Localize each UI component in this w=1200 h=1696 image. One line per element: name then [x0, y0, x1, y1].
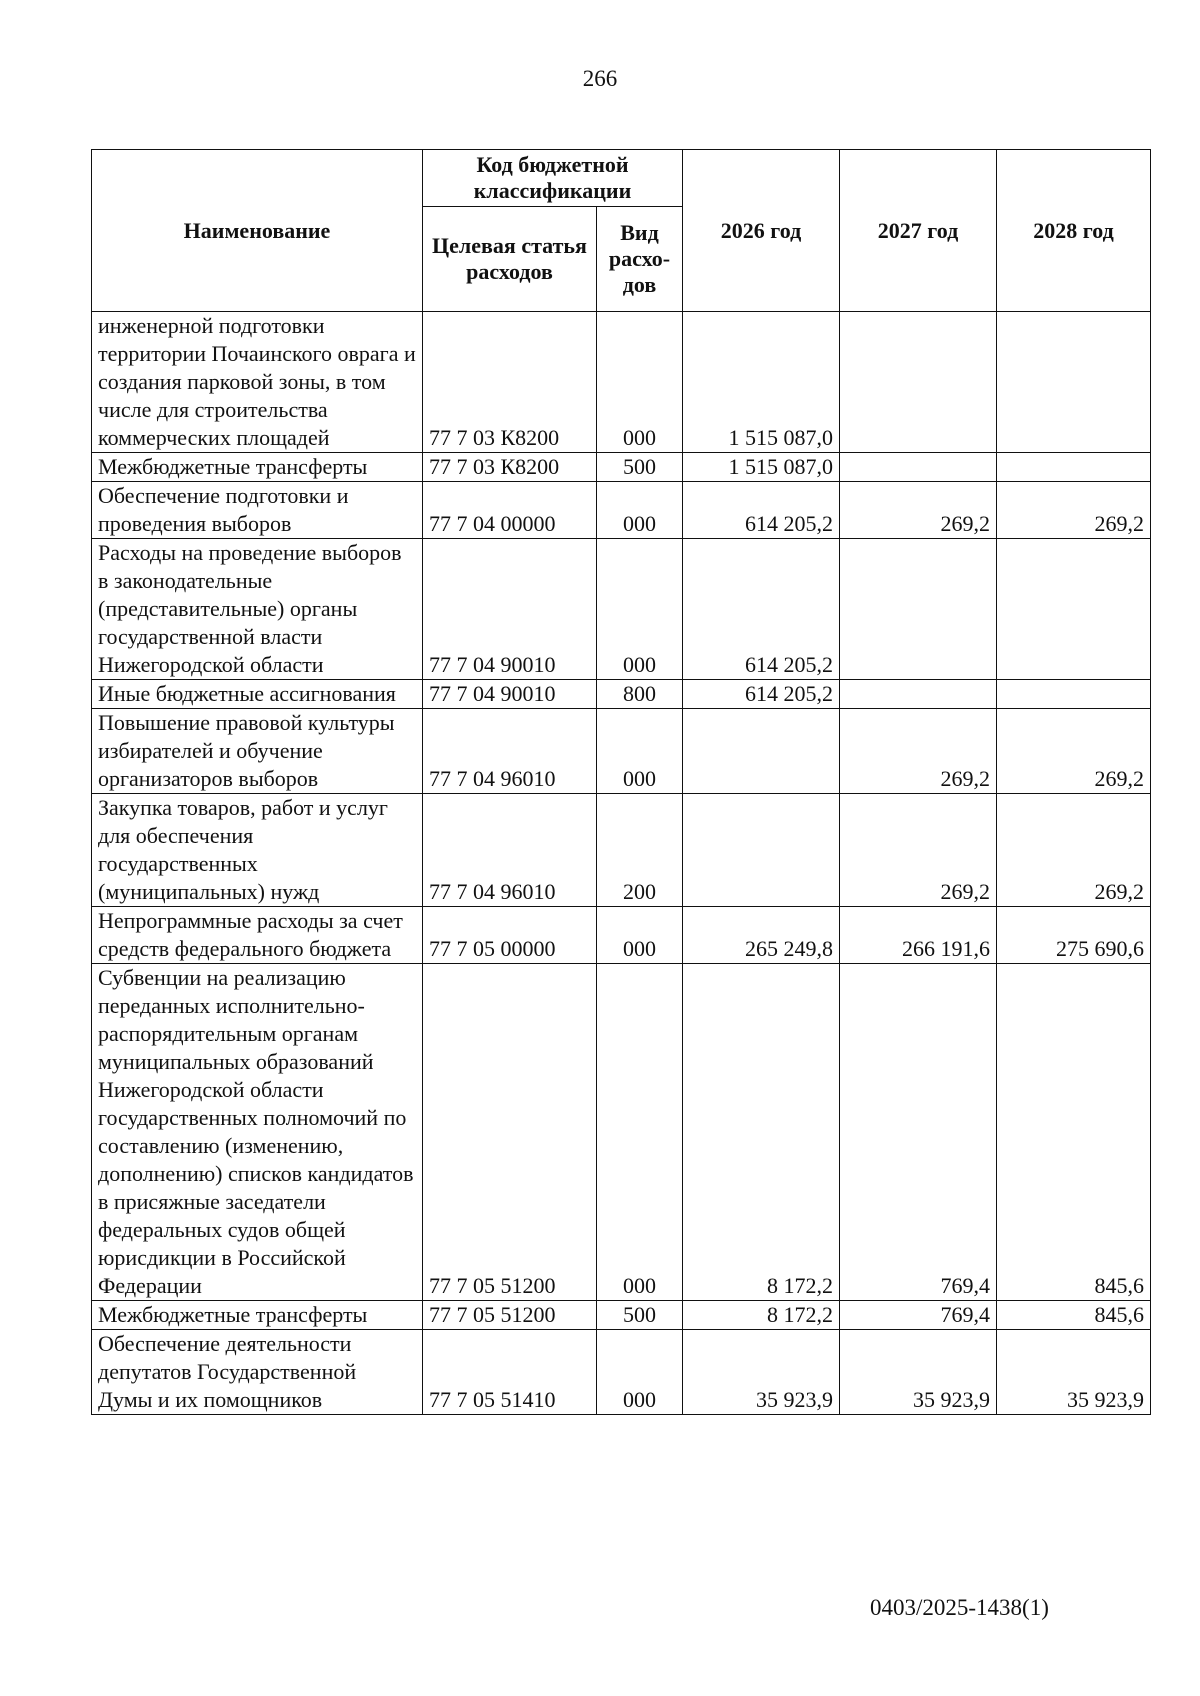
row-target-article: 77 7 04 96010 — [423, 794, 597, 907]
row-target-article: 77 7 05 51200 — [423, 1301, 597, 1330]
row-value-2026: 8 172,2 — [683, 1301, 840, 1330]
row-expense-type: 200 — [597, 794, 683, 907]
row-value-2026: 1 515 087,0 — [683, 312, 840, 453]
row-value-2028: 269,2 — [997, 794, 1151, 907]
row-name: Расходы на проведение выборов в законодательные (представительные) органы государственной власти Нижегородской области — [92, 539, 423, 680]
row-value-2028 — [997, 453, 1151, 482]
row-value-2027: 266 191,6 — [840, 907, 997, 964]
row-target-article: 77 7 05 51200 — [423, 964, 597, 1301]
row-value-2026 — [683, 709, 840, 794]
table-row — [92, 907, 1151, 964]
header-target-article: Целевая статья расходов — [423, 207, 597, 312]
row-value-2027: 269,2 — [840, 482, 997, 539]
row-name: Закупка товаров, работ и услуг для обеспечения государственных (муниципальных) нужд — [92, 794, 423, 907]
row-value-2027: 269,2 — [840, 709, 997, 794]
row-expense-type: 800 — [597, 680, 683, 709]
row-name: Непрограммные расходы за счет средств федерального бюджета — [92, 907, 423, 964]
row-value-2027: 35 923,9 — [840, 1330, 997, 1415]
row-value-2028 — [997, 312, 1151, 453]
row-expense-type: 000 — [597, 482, 683, 539]
row-expense-type: 500 — [597, 453, 683, 482]
row-expense-type: 000 — [597, 964, 683, 1301]
row-value-2027: 269,2 — [840, 794, 997, 907]
row-target-article: 77 7 04 96010 — [423, 709, 597, 794]
row-name: Обеспечение подготовки и проведения выборов — [92, 482, 423, 539]
table-body — [92, 312, 1151, 1415]
row-value-2026: 614 205,2 — [683, 680, 840, 709]
row-target-article: 77 7 04 90010 — [423, 539, 597, 680]
row-name: Субвенции на реализацию переданных исполнительно-распорядительным органам муниципальных образований Нижегородской области государственных полномочий по составлению (изменению, дополнению) списков кандидатов в присяжные заседатели федеральных судов общей юрисдикции в Российской Федерации — [92, 964, 423, 1301]
table-row — [92, 539, 1151, 680]
document-code: 0403/2025-1438(1) — [870, 1595, 1049, 1620]
row-value-2027 — [840, 539, 997, 680]
row-target-article: 77 7 03 К8200 — [423, 312, 597, 453]
row-expense-type: 000 — [597, 312, 683, 453]
row-value-2026: 1 515 087,0 — [683, 453, 840, 482]
row-name: Иные бюджетные ассигнования — [92, 680, 423, 709]
table-row — [92, 794, 1151, 907]
row-value-2027 — [840, 312, 997, 453]
table-row — [92, 1301, 1151, 1330]
row-value-2027 — [840, 453, 997, 482]
table-row — [92, 453, 1151, 482]
row-value-2026: 614 205,2 — [683, 539, 840, 680]
table-row — [92, 680, 1151, 709]
table-row — [92, 312, 1151, 453]
header-2028: 2028 год — [997, 150, 1151, 312]
budget-table — [91, 149, 1151, 1415]
row-value-2028: 35 923,9 — [997, 1330, 1151, 1415]
row-expense-type: 000 — [597, 539, 683, 680]
row-value-2027: 769,4 — [840, 964, 997, 1301]
row-target-article: 77 7 05 51410 — [423, 1330, 597, 1415]
row-name: Межбюджетные трансферты — [92, 1301, 423, 1330]
table-header — [92, 150, 1151, 312]
header-2027: 2027 год — [840, 150, 997, 312]
row-value-2028: 269,2 — [997, 482, 1151, 539]
row-value-2026 — [683, 794, 840, 907]
row-expense-type: 000 — [597, 907, 683, 964]
row-target-article: 77 7 04 00000 — [423, 482, 597, 539]
header-2026: 2026 год — [683, 150, 840, 312]
row-value-2027 — [840, 680, 997, 709]
header-bcc: Код бюджетной классификации — [423, 150, 683, 207]
row-name: Обеспечение деятельности депутатов Государственной Думы и их помощников — [92, 1330, 423, 1415]
row-value-2026: 35 923,9 — [683, 1330, 840, 1415]
row-target-article: 77 7 03 К8200 — [423, 453, 597, 482]
table-row — [92, 964, 1151, 1301]
row-target-article: 77 7 04 90010 — [423, 680, 597, 709]
row-name: Межбюджетные трансферты — [92, 453, 423, 482]
row-expense-type: 000 — [597, 1330, 683, 1415]
row-value-2026: 265 249,8 — [683, 907, 840, 964]
header-name: Наименование — [92, 150, 423, 312]
row-value-2028: 275 690,6 — [997, 907, 1151, 964]
row-value-2028 — [997, 680, 1151, 709]
row-value-2027: 769,4 — [840, 1301, 997, 1330]
row-value-2028: 845,6 — [997, 1301, 1151, 1330]
table-row — [92, 482, 1151, 539]
row-value-2026: 614 205,2 — [683, 482, 840, 539]
row-value-2028: 269,2 — [997, 709, 1151, 794]
row-value-2026: 8 172,2 — [683, 964, 840, 1301]
row-value-2028 — [997, 539, 1151, 680]
header-expense-type: Вид расхо-дов — [597, 207, 683, 312]
page-number: 266 — [582, 66, 618, 91]
row-expense-type: 000 — [597, 709, 683, 794]
table-row — [92, 1330, 1151, 1415]
table-row — [92, 709, 1151, 794]
row-value-2028: 845,6 — [997, 964, 1151, 1301]
row-name: инженерной подготовки территории Почаинского оврага и создания парковой зоны, в том числе для строительства коммерческих площадей — [92, 312, 423, 453]
row-name: Повышение правовой культуры избирателей и обучение организаторов выборов — [92, 709, 423, 794]
row-expense-type: 500 — [597, 1301, 683, 1330]
row-target-article: 77 7 05 00000 — [423, 907, 597, 964]
